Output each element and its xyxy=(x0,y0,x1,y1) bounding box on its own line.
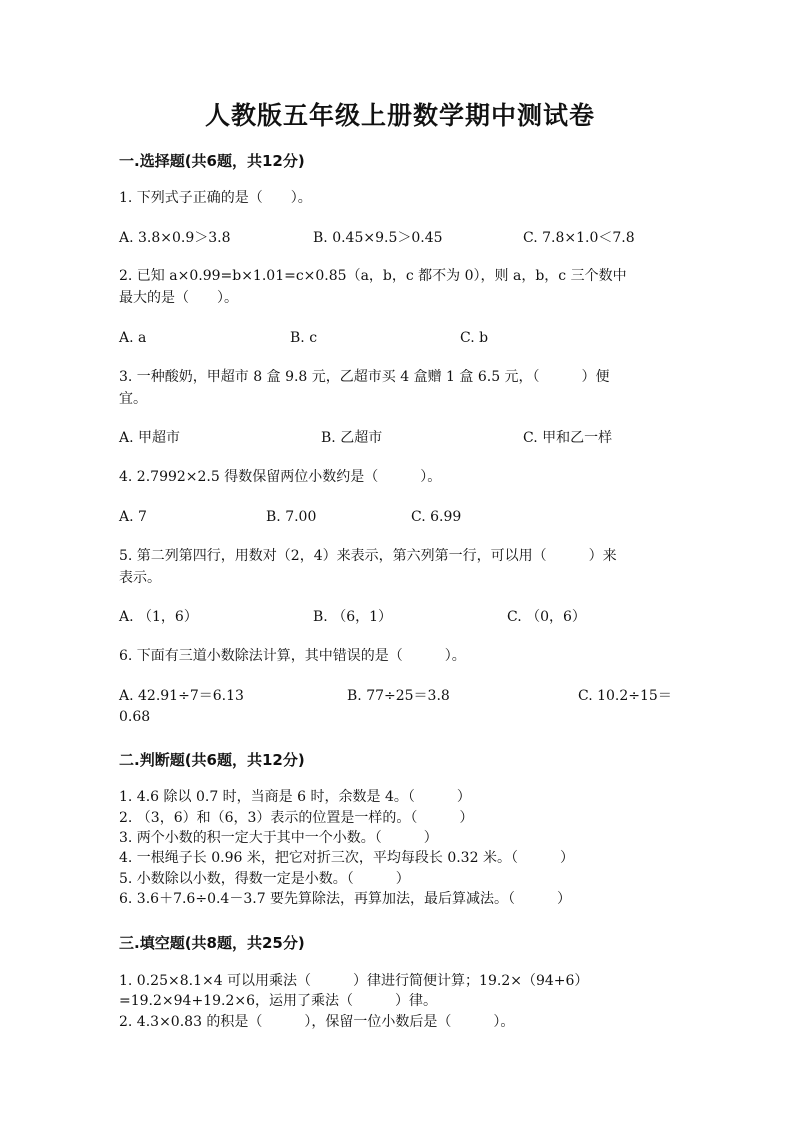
question-2-stem-line2: 最大的是（ ）。 xyxy=(119,290,238,306)
question-6-option-c: C. 10.2÷15＝ xyxy=(578,688,672,704)
question-2-option-c: C. b xyxy=(460,330,489,346)
question-3-stem-line1: 3. 一种酸奶，甲超市 8 盒 9.8 元，乙超市买 4 盒赠 1 盒 6.5 元，（ ）便 xyxy=(119,369,610,385)
question-5-option-c: C. （0，6） xyxy=(507,609,586,625)
question-5-stem-line1: 5. 第二列第四行，用数对（2，4）来表示，第六列第一行，可以用（ ）来 xyxy=(119,548,617,564)
question-3-option-a: A. 甲超市 xyxy=(119,430,181,446)
question-5-option-b: B. （6，1） xyxy=(313,609,393,625)
question-6-stem: 6. 下面有三道小数除法计算，其中错误的是（ ）。 xyxy=(119,648,466,664)
question-6-option-c-continued: 0.68 xyxy=(119,709,151,725)
question-4-stem: 4. 2.7992×2.5 得数保留两位小数约是（ ）。 xyxy=(119,469,442,485)
question-4-option-a: A. 7 xyxy=(119,509,147,525)
question-1-stem: 1. 下列式子正确的是（ ）。 xyxy=(119,190,312,206)
judgement-item-4: 4. 一根绳子长 0.96 米，把它对折三次，平均每段长 0.32 米。（ ） xyxy=(119,850,574,866)
question-4-option-b: B. 7.00 xyxy=(266,509,317,525)
question-2-option-a: A. a xyxy=(119,330,147,346)
page-title: 人教版五年级上册数学期中测试卷 xyxy=(204,101,595,130)
question-5-option-a: A. （1，6） xyxy=(119,609,198,625)
fill-blank-1-line1: 1. 0.25×8.1×4 可以用乘法（ ）律进行简便计算；19.2×（94+6） xyxy=(119,973,589,989)
section-heading-fill-blank: 三.填空题(共8题，共25分) xyxy=(119,934,305,952)
question-1-option-c: C. 7.8×1.0＜7.8 xyxy=(523,230,635,246)
fill-blank-2: 2. 4.3×0.83 的积是（ ），保留一位小数后是（ ）。 xyxy=(119,1014,515,1030)
question-6-option-a: A. 42.91÷7＝6.13 xyxy=(119,688,244,704)
judgement-item-1: 1. 4.6 除以 0.7 时，当商是 6 时，余数是 4。（ ） xyxy=(119,789,471,805)
question-3-option-c: C. 甲和乙一样 xyxy=(523,430,613,446)
question-1-option-a: A. 3.8×0.9＞3.8 xyxy=(119,230,231,246)
question-6-option-b: B. 77÷25＝3.8 xyxy=(347,688,450,704)
section-heading-choice: 一.选择题(共6题，共12分) xyxy=(119,152,305,170)
section-heading-judgement: 二.判断题(共6题，共12分) xyxy=(119,751,305,769)
question-2-option-b: B. c xyxy=(290,330,318,346)
question-3-option-b: B. 乙超市 xyxy=(321,430,383,446)
judgement-item-5: 5. 小数除以小数，得数一定是小数。（ ） xyxy=(119,871,410,887)
question-1-option-b: B. 0.45×9.5＞0.45 xyxy=(313,230,443,246)
question-5-stem-line2: 表示。 xyxy=(119,570,161,586)
question-3-stem-line2: 宜。 xyxy=(119,391,147,407)
fill-blank-1-line2: =19.2×94+19.2×6，运用了乘法（ ）律。 xyxy=(119,993,437,1009)
judgement-item-3: 3. 两个小数的积一定大于其中一个小数。（ ） xyxy=(119,830,438,846)
question-4-option-c: C. 6.99 xyxy=(411,509,462,525)
judgement-item-6: 6. 3.6＋7.6÷0.4－3.7 要先算除法，再算加法，最后算减法。（ ） xyxy=(119,891,572,907)
judgement-item-2: 2. （3，6）和（6，3）表示的位置是一样的。（ ） xyxy=(119,810,474,826)
question-2-stem-line1: 2. 已知 a×0.99=b×1.01=c×0.85（a，b，c 都不为 0），则 a，b，c 三个数中 xyxy=(119,268,627,284)
